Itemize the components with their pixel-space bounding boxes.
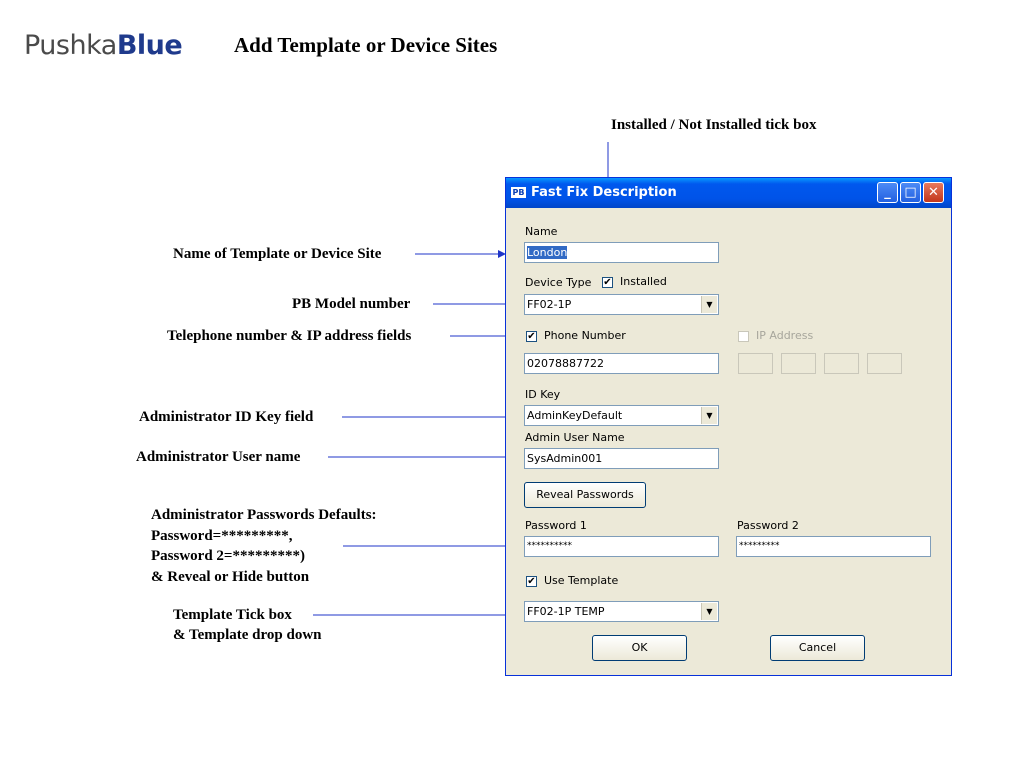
- password2-value: *********: [739, 541, 780, 551]
- cancel-button[interactable]: Cancel: [770, 635, 865, 661]
- device-type-label: Device Type: [525, 276, 592, 289]
- installed-label: Installed: [620, 275, 667, 288]
- annotation-phone-ip: Telephone number & IP address fields: [167, 328, 412, 344]
- fast-fix-dialog: [505, 177, 952, 676]
- annotation-template-1: Template Tick box: [173, 607, 292, 623]
- password1-value: **********: [527, 541, 572, 551]
- use-template-checkbox[interactable]: ✔: [527, 576, 536, 587]
- annotation-passwords-1: Administrator Passwords Defaults:: [151, 507, 377, 523]
- password2-label: Password 2: [737, 519, 799, 532]
- title-bar[interactable]: [506, 178, 951, 208]
- annotation-id-key: Administrator ID Key field: [139, 409, 314, 425]
- device-type-value: FF02-1P: [527, 298, 572, 311]
- admin-user-field[interactable]: [524, 448, 719, 469]
- annotation-installed: Installed / Not Installed tick box: [611, 117, 817, 133]
- phone-number-value: 02078887722: [527, 357, 604, 370]
- phone-number-field[interactable]: [524, 353, 719, 374]
- maximize-button[interactable]: □: [900, 182, 921, 203]
- template-value: FF02-1P TEMP: [527, 605, 605, 618]
- id-key-value: AdminKeyDefault: [527, 409, 623, 422]
- page-title: Add Template or Device Sites: [234, 33, 498, 57]
- admin-user-label: Admin User Name: [525, 431, 625, 444]
- dialog-title: Fast Fix Description: [531, 185, 677, 200]
- installed-checkbox[interactable]: ✔: [603, 277, 612, 288]
- annotation-passwords-4: & Reveal or Hide button: [151, 569, 310, 585]
- password2-field[interactable]: [736, 536, 931, 557]
- annotation-passwords-2: Password=*********,: [151, 528, 293, 544]
- logo-text-pushka: Pushka: [24, 30, 117, 61]
- ip-octet-1[interactable]: [738, 353, 773, 374]
- annotation-admin-user: Administrator User name: [136, 449, 301, 465]
- reveal-passwords-button[interactable]: Reveal Passwords: [524, 482, 646, 508]
- name-field[interactable]: [524, 242, 719, 263]
- chevron-down-icon[interactable]: ▼: [701, 296, 717, 313]
- ip-octet-4[interactable]: [867, 353, 902, 374]
- name-value: London: [527, 246, 568, 259]
- chevron-down-icon[interactable]: ▼: [701, 603, 717, 620]
- id-key-label: ID Key: [525, 388, 561, 401]
- password1-label: Password 1: [525, 519, 587, 532]
- annotation-template-2: & Template drop down: [173, 627, 322, 643]
- name-label: Name: [525, 225, 558, 238]
- annotation-model: PB Model number: [292, 296, 411, 312]
- close-button[interactable]: ✕: [923, 182, 944, 203]
- phone-number-checkbox[interactable]: ✔: [527, 331, 536, 342]
- phone-number-label: Phone Number: [544, 329, 626, 342]
- app-icon: PB: [512, 188, 525, 197]
- minimize-button[interactable]: _: [877, 182, 898, 203]
- ip-octet-3[interactable]: [824, 353, 859, 374]
- chevron-down-icon[interactable]: ▼: [701, 407, 717, 424]
- template-select[interactable]: [524, 601, 719, 622]
- ip-octet-2[interactable]: [781, 353, 816, 374]
- logo-text-blue: Blue: [116, 30, 183, 61]
- ok-button[interactable]: OK: [592, 635, 687, 661]
- id-key-select[interactable]: [524, 405, 719, 426]
- annotation-name: Name of Template or Device Site: [173, 246, 382, 262]
- device-type-select[interactable]: [524, 294, 719, 315]
- ip-address-checkbox[interactable]: [738, 331, 749, 342]
- password1-field[interactable]: [524, 536, 719, 557]
- ip-address-label: IP Address: [756, 329, 814, 342]
- annotation-passwords-3: Password 2=*********): [151, 548, 305, 564]
- admin-user-value: SysAdmin001: [527, 452, 603, 465]
- use-template-label: Use Template: [544, 574, 619, 587]
